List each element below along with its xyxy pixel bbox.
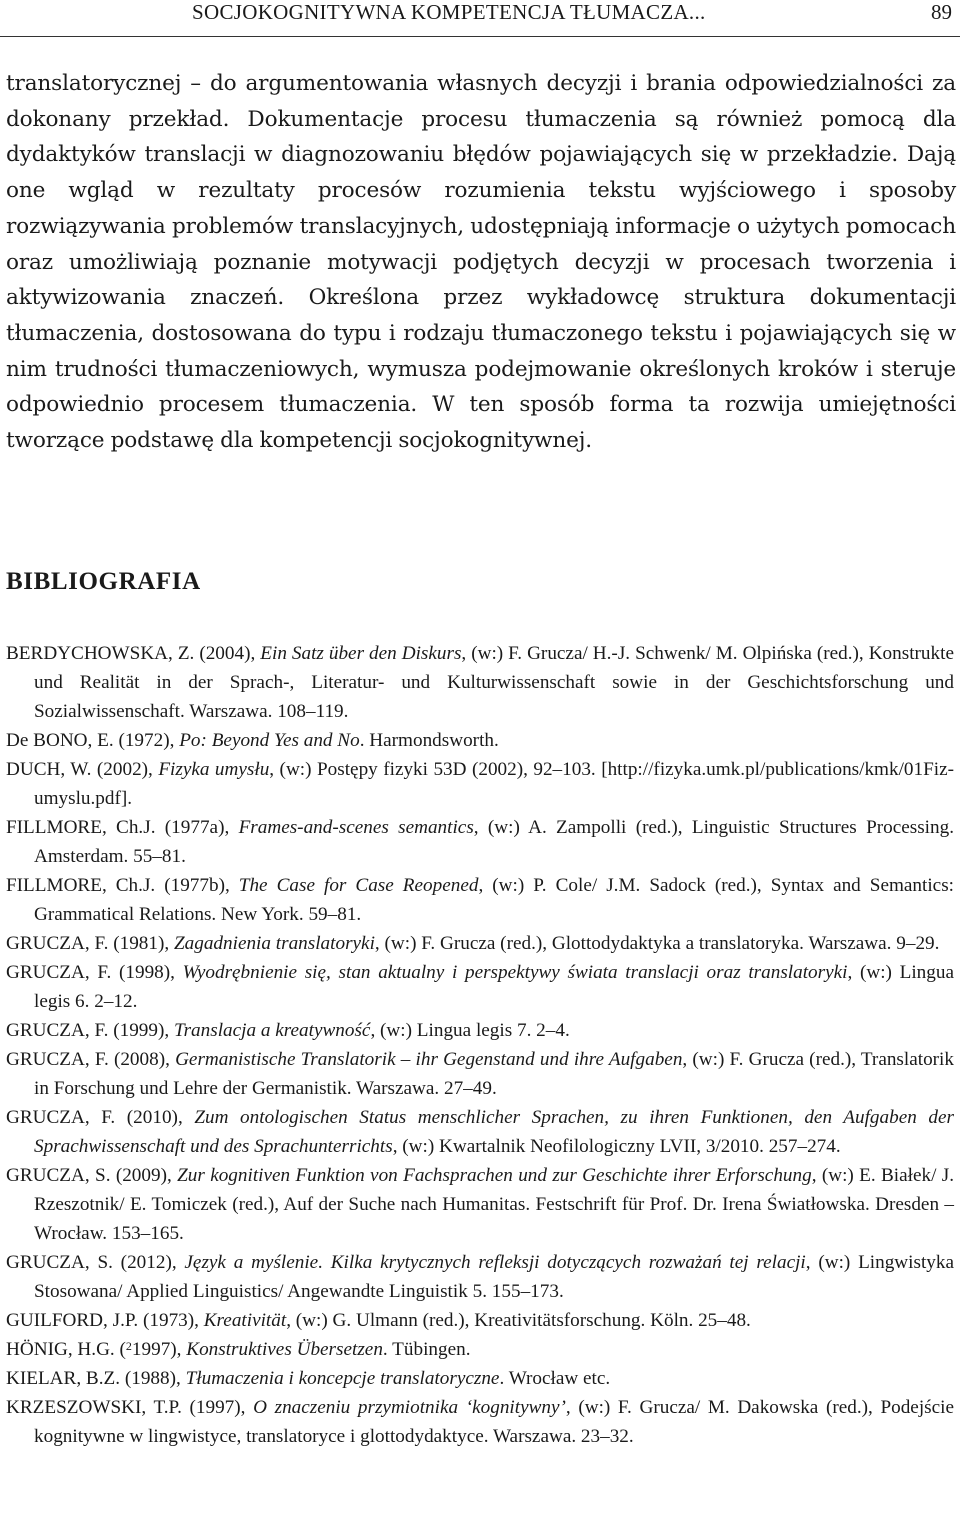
entry-details: , (w:) P. Cole/ J.M. Sadock (red.), Syntax and Semantics: Grammatical Relations. New York. 59–81. [34,875,954,925]
bibliography-entry [6,929,954,958]
bibliography-entry [6,1248,954,1306]
entry-title: Zur kognitiven Funktion von Fachsprachen und zur Geschichte ihrer Erforschung [177,1165,812,1186]
entry-title: Konstruktives Übersetzen [186,1339,383,1360]
running-header [0,0,960,37]
bibliography-entry [6,1335,954,1364]
bibliography-heading: BIBLIOGRAFIA [6,568,201,595]
entry-details: . Wrocław etc. [499,1368,611,1389]
entry-author-year: 1997), [131,1339,187,1360]
entry-title: Fizyka umysłu [158,759,270,780]
bibliography-entry [6,1364,954,1393]
entry-author-year: GRUCZA, F. (1998), [6,962,183,983]
bibliography-entry [6,1045,954,1103]
bibliography-entry [6,639,954,726]
entry-author-year: GRUCZA, S. (2012), [6,1252,185,1273]
bibliography-entry [6,1393,954,1451]
entry-details: , (w:) A. Zampolli (red.), Linguistic Structures Processing. Amsterdam. 55–81. [34,817,955,867]
bibliography-entry [6,871,954,929]
entry-details: , (w:) F. Grucza/ M. Dakowska (red.), Podejście kognitywne w lingwistyce, translatoryce i glottodydaktyce. Warszawa. 23–32. [34,1397,954,1447]
entry-details: , (w:) Lingua legis 7. 2–4. [370,1020,570,1041]
entry-author-year: KIELAR, B.Z. (1988), [6,1368,186,1389]
entry-details: , (w:) E. Białek/ J. Rzeszotnik/ E. Tomiczek (red.), Auf der Suche nach Humanitas. Festschrift für Prof. Dr. Irena Światłowska. Dresden – Wrocław. 153–165. [34,1165,955,1244]
entry-details: , (w:) G. Ulmann (red.), Kreativitätsforschung. Köln. 25–48. [286,1310,751,1331]
entry-details: , (w:) F. Grucza/ H.-J. Schwenk/ M. Olpińska (red.), Konstrukte und Realität in der Sprach-, Literatur- und Kulturwissenschaft sowie in der Geschichtsforschung und Sozialwissenschaft. Warszawa. 108–119. [34,643,954,722]
entry-details: , (w:) Postępy fizyki 53D (2002), 92–103. [http://fizyka.umk.pl/publications/kmk/01Fiz-umyslu.pdf]. [34,759,954,809]
entry-details: , (w:) Kwartalnik Neofilologiczny LVII, 3/2010. 257–274. [392,1136,841,1157]
bibliography-entry [6,755,954,813]
bibliography-entry [6,958,954,1016]
entry-author-year: KRZESZOWSKI, T.P. (1997), [6,1397,254,1418]
entry-title: Tłumaczenia i koncepcje translatoryczne [185,1368,500,1389]
entry-details: . Harmondsworth. [359,730,499,751]
bibliography-entry [6,1016,954,1045]
entry-author-year: HÖNIG, H.G. ( [6,1339,126,1360]
entry-title: Translacja a kreatywność [173,1020,371,1041]
entry-title: Kreativität [203,1310,287,1331]
page-number: 89 [931,0,952,24]
entry-title: Język a myślenie. Kilka krytycznych refleksji dotyczących rozważań tej relacji [184,1252,806,1273]
bibliography-entry [6,813,954,871]
entry-title: O znaczeniu przymiotnika ‘kognitywny’ [253,1397,566,1418]
bibliography-entry [6,1103,954,1161]
entry-author-year: FILLMORE, Ch.J. (1977b), [6,875,239,896]
entry-author-year: GRUCZA, F. (2008), [6,1049,176,1070]
entry-title: Germanistische Translatorik – ihr Gegenstand und ihre Aufgaben [175,1049,683,1070]
entry-title: Wyodrębnienie się, stan aktualny i perspektywy świata translacji oraz translatoryki [182,962,848,983]
entry-author-year: DUCH, W. (2002), [6,759,159,780]
entry-edition-superscript: 2 [125,1339,132,1353]
entry-author-year: BERDYCHOWSKA, Z. (2004), [6,643,261,664]
entry-title: Frames-and-scenes semantics [238,817,474,838]
entry-author-year: GRUCZA, F. (1999), [6,1020,174,1041]
body-paragraph: translatorycznej – do argumentowania własnych decyzji i brania odpowiedzialności za dokonany przekład. Dokumentacje procesu tłumaczenia są również pomocą dla dydaktyków translacji w diagnozowaniu błędów pojawiających się w przekładzie. Dają one wgląd w rezultaty procesów rozumienia tekstu wyjściowego i sposoby rozwiązywania problemów translacyjnych, udostępniają informacje o użytych pomocach oraz umożliwiają poznanie motywacji podjętych decyzji w procesach tworzenia i aktywizowania znaczeń. Określona przez wykładowcę struktura dokumentacji tłumaczenia, dostosowana do typu i rodzaju tłumaczonego tekstu i pojawiających się w nim trudności tłumaczeniowych, wymusza podejmowanie określonych kroków i steruje odpowiednio procesem tłumaczenia. W ten sposób forma ta rozwija umiejętności tworzące podstawę dla kompetencji socjokognitywnej. [6,71,956,454]
entry-title: Zagadnienia translatoryki [173,933,375,954]
body-section [6,66,956,459]
entry-author-year: De BONO, E. (1972), [6,730,180,751]
entry-author-year: GUILFORD, J.P. (1973), [6,1310,204,1331]
entry-details: , (w:) Lingua legis 6. 2–12. [34,962,954,1012]
bibliography-entry [6,726,954,755]
entry-author-year: FILLMORE, Ch.J. (1977a), [6,817,239,838]
entry-details: . Tübingen. [382,1339,471,1360]
entry-author-year: GRUCZA, S. (2009), [6,1165,178,1186]
entry-title: The Case for Case Reopened [238,875,479,896]
entry-title: Ein Satz über den Diskurs [260,643,462,664]
entry-details: , (w:) F. Grucza (red.), Translatorik in Forschung und Lehre der Germanistik. Warszawa. 27–49. [34,1049,954,1099]
bibliography-entry [6,1306,954,1335]
entry-author-year: GRUCZA, F. (2010), [6,1107,195,1128]
bibliography-list [6,639,954,1451]
entry-title: Po: Beyond Yes and No [179,730,360,751]
entry-author-year: GRUCZA, F. (1981), [6,933,174,954]
entry-details: , (w:) F. Grucza (red.), Glottodydaktyka a translatoryka. Warszawa. 9–29. [374,933,940,954]
running-title: SOCJOKOGNITYWNA KOMPETENCJA TŁUMACZA... [192,0,706,24]
bibliography-entry [6,1161,954,1248]
entry-details: , (w:) Lingwistyka Stosowana/ Applied Linguistics/ Angewandte Linguistik 5. 155–173. [34,1252,954,1302]
entry-title: Zum ontologischen Status menschlicher Sprachen, zu ihren Funktionen, den Aufgaben der Sprachwissenschaft und des Sprachunterrichts [34,1107,954,1157]
